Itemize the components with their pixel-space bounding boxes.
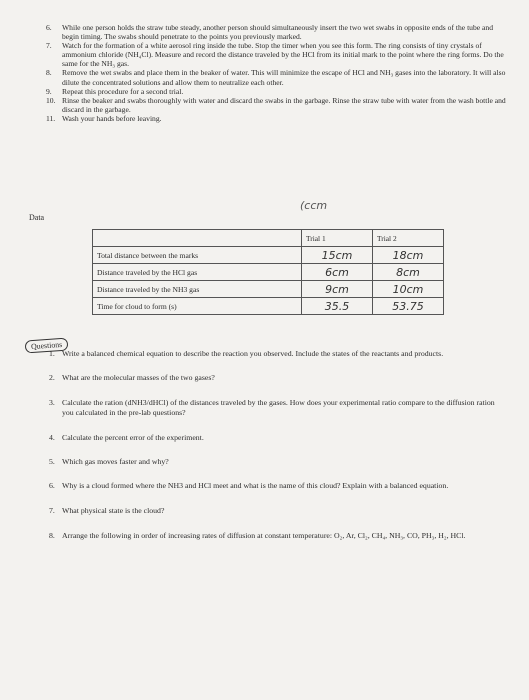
question-item (49, 373, 501, 383)
question-item (49, 531, 501, 541)
question-number: 6. (49, 481, 55, 490)
table-row (93, 264, 444, 281)
handwritten-value: 10cm (392, 282, 424, 296)
handwritten-value: 15cm (321, 248, 353, 262)
handwritten-value: 8cm (396, 265, 420, 279)
row-label: Distance traveled by the NH3 gas (93, 281, 302, 298)
question-text: Calculate the percent error of the experiment. (62, 433, 204, 442)
step-number: 11. (46, 113, 56, 123)
table-row (93, 281, 444, 298)
table-header-cell: Trial 1 (302, 230, 373, 247)
row-label: Total distance between the marks (93, 247, 302, 264)
step-text: Repeat this procedure for a second trial. (62, 86, 184, 96)
questions-heading: Questions (25, 338, 69, 354)
questions-list (49, 349, 501, 541)
step-number: 6. (46, 23, 52, 32)
question-item (49, 481, 501, 491)
step-text: While one person holds the straw tube steady, another person should simultaneously insert the two wet swabs in opposite ends of the tube and begin timing. The swabs should penetrate to the points you previously marked. (62, 23, 494, 42)
step-text: Rinse the beaker and swabs thoroughly with water and discard the swabs in the garbage. Rinse the straw tube with water from the wash bottle and discard in the garbage. (62, 95, 506, 114)
question-text: Why is a cloud formed where the NH3 and HCl meet and what is the name of this cloud? Explain with a balanced equation. (62, 481, 449, 490)
question-item (49, 398, 501, 418)
handwritten-value: 9cm (325, 282, 349, 296)
data-table (92, 229, 444, 315)
step-text: Watch for the formation of a white aerosol ring inside the tube. Stop the timer when you see this form. The ring consists of tiny crystals of ammonium chloride (NH₄Cl). Measure and record the distance traveled by the HCl from its initial mark to the point where the ring forms. Do the same for the NH₃ gas. (62, 41, 504, 69)
step-number: 7. (46, 41, 52, 51)
table-row (93, 247, 444, 264)
step-number: 9. (46, 86, 52, 96)
question-number: 1. (49, 349, 55, 358)
handwritten-value: 6cm (325, 265, 349, 279)
question-item (49, 506, 501, 516)
handwritten-value: 53.75 (392, 299, 424, 313)
data-section-label: Data (29, 213, 45, 222)
question-text: What are the molecular masses of the two gases? (62, 373, 215, 382)
question-text: Which gas moves faster and why? (62, 457, 169, 466)
question-number: 3. (49, 398, 55, 407)
procedure-step (46, 96, 508, 114)
step-number: 10. (46, 95, 56, 105)
question-number: 4. (49, 433, 55, 442)
question-number: 8. (49, 531, 55, 540)
question-text: Calculate the ration (dNH3/dHCl) of the distances traveled by the gases. How does your experimental ratio compare to the diffusion ration you calculated in the pre-lab questions? (62, 398, 495, 417)
table-row (93, 298, 444, 315)
handwritten-value: 35.5 (324, 299, 350, 313)
table-header-cell: Trial 2 (373, 230, 444, 247)
question-number: 7. (49, 506, 55, 515)
procedure-step (46, 68, 508, 86)
question-item (49, 433, 501, 443)
procedure-step (46, 41, 508, 68)
question-number: 5. (49, 457, 55, 466)
step-text: Wash your hands before leaving. (62, 113, 162, 123)
table-header-cell (93, 230, 302, 247)
handwritten-value: 18cm (392, 248, 424, 262)
question-item (49, 349, 501, 359)
question-item (49, 457, 501, 467)
question-text: Write a balanced chemical equation to describe the reaction you observed. Include the states of the reactants and products. (62, 349, 444, 358)
question-number: 2. (49, 373, 55, 382)
step-number: 8. (46, 68, 52, 78)
row-label: Time for cloud to form (s) (93, 298, 302, 315)
procedure-list (46, 23, 508, 123)
table-header-row (93, 230, 444, 247)
procedure-step (46, 87, 508, 96)
question-text: Arrange the following in order of increasing rates of diffusion at constant temperature: O₂, Ar, Cl₂, CH₄, NH₃, CO, PH₃, H₂, HCl. (62, 531, 466, 540)
step-text: Remove the wet swabs and place them in the beaker of water. This will minimize the escape of HCl and NH₃ gases into the laboratory. It will also dilute the concentrated solutions and allow them to neutralize each other. (62, 68, 506, 87)
row-label: Distance traveled by the HCl gas (93, 264, 302, 281)
procedure-step (46, 23, 508, 41)
procedure-step (46, 114, 508, 123)
handwritten-unit-note: (ccm (300, 199, 328, 212)
question-text: What physical state is the cloud? (62, 506, 165, 515)
